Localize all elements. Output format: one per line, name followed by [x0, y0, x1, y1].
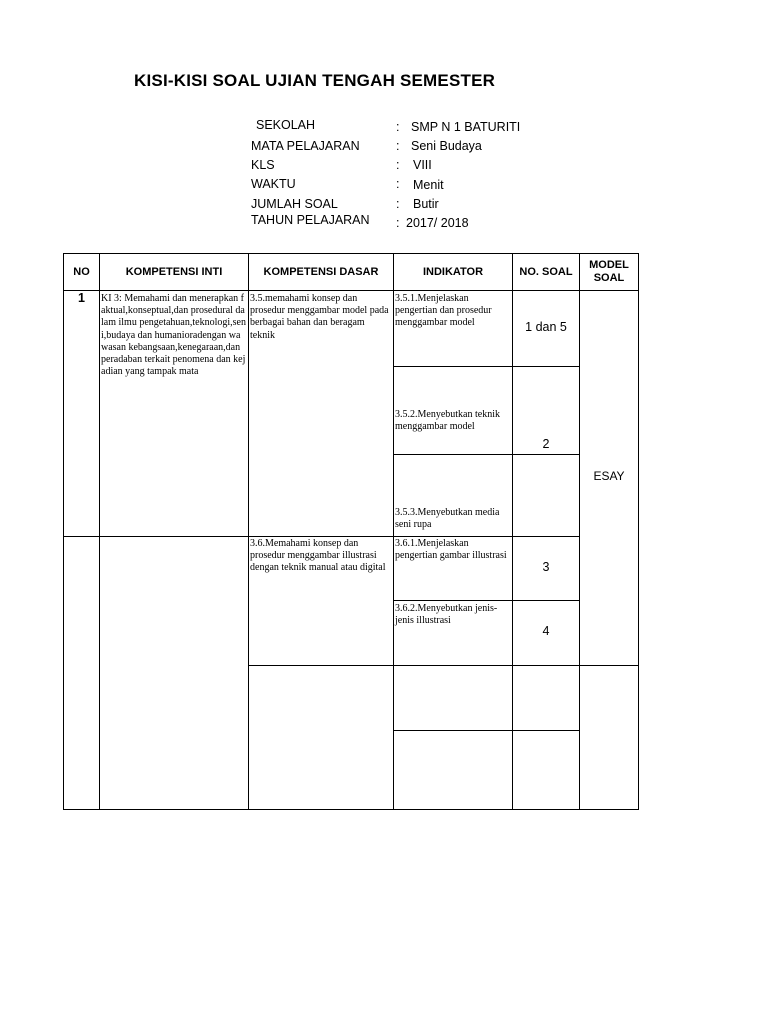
meta-label-jumlah-soal: JUMLAH SOAL [251, 197, 338, 211]
meta-value-jumlah-soal: Butir [413, 197, 439, 211]
header-model-soal: MODEL SOAL [589, 259, 629, 284]
table-border [638, 253, 639, 810]
indikator-cell: 3.5.2.Menyebutkan teknik menggambar model [395, 409, 500, 433]
table-border [393, 730, 580, 731]
no-soal-cell: 2 [542, 437, 550, 451]
row-number: 1 [78, 291, 85, 305]
kompetensi-dasar-cell: 3.6.Memahami konsep dan prosedur menggambar illustrasi dengan teknik manual atau digital [250, 538, 386, 574]
kompetensi-dasar-cell: 3.5.memahami konsep dan prosedur menggambar model pada berbagai bahan dan beragam teknik [250, 293, 389, 341]
indikator-cell: 3.6.1.Menjelaskan pengertian gambar illustrasi [395, 538, 507, 562]
meta-colon: : [396, 139, 400, 153]
meta-colon: : [396, 216, 400, 230]
indikator-cell: 3.6.2.Menyebutkan jenis-jenis illustrasi [395, 603, 498, 627]
header-no: NO [73, 265, 90, 278]
indikator-cell: 3.5.1.Menjelaskan pengertian dan prosedur menggambar model [395, 293, 492, 329]
kompetensi-inti-cell: KI 3: Memahami dan menerapkan faktual,konseptual,dan prosedural dalam ilmu pengetahuan,teknologi,seni,budaya dan humanioradengan wawasan kebangsaan,kenegaraan,dan peradaban terkait penomena dan kejadian yang tampak mata [101, 293, 246, 378]
table-border [512, 253, 513, 810]
page-title: KISI-KISI SOAL UJIAN TENGAH SEMESTER [134, 71, 496, 90]
table-border [393, 600, 580, 601]
table-border [248, 665, 639, 666]
table-border [393, 366, 580, 367]
no-soal-cell: 3 [542, 560, 550, 574]
table-border [393, 454, 580, 455]
header-kompetensi-inti: KOMPETENSI INTI [125, 265, 223, 278]
meta-label-sekolah: SEKOLAH [256, 118, 316, 132]
table-border [63, 536, 580, 537]
no-soal-cell: 1 dan 5 [525, 320, 567, 334]
meta-colon: : [396, 120, 400, 134]
table-border [393, 253, 394, 810]
table-border [63, 253, 64, 810]
meta-colon: : [396, 197, 400, 211]
meta-label-kls: KLS [251, 158, 275, 172]
meta-label-mata-pelajaran: MATA PELAJARAN [251, 139, 360, 153]
meta-value-tahun-pelajaran: 2017/ 2018 [406, 216, 469, 230]
no-soal-cell: 4 [542, 624, 550, 638]
meta-label-waktu: WAKTU [251, 177, 296, 191]
meta-value-kls: VIII [413, 158, 432, 172]
meta-colon: : [396, 158, 400, 172]
table-border [63, 290, 639, 291]
header-kompetensi-dasar: KOMPETENSI DASAR [263, 265, 379, 278]
meta-value-sekolah: SMP N 1 BATURITI [411, 120, 521, 134]
table-border [99, 253, 100, 810]
meta-value-waktu: Menit [413, 178, 444, 192]
indikator-cell: 3.5.3.Menyebutkan media seni rupa [395, 507, 500, 531]
model-soal-cell: ESAY [593, 469, 625, 483]
header-indikator: INDIKATOR [422, 265, 484, 278]
table-border [248, 253, 249, 810]
table-border [579, 253, 580, 810]
meta-value-mata-pelajaran: Seni Budaya [411, 139, 482, 153]
table-border [63, 809, 639, 810]
meta-label-tahun-pelajaran: TAHUN PELAJARAN [251, 213, 370, 227]
meta-colon: : [396, 177, 400, 191]
header-no-soal: NO. SOAL [519, 265, 573, 278]
